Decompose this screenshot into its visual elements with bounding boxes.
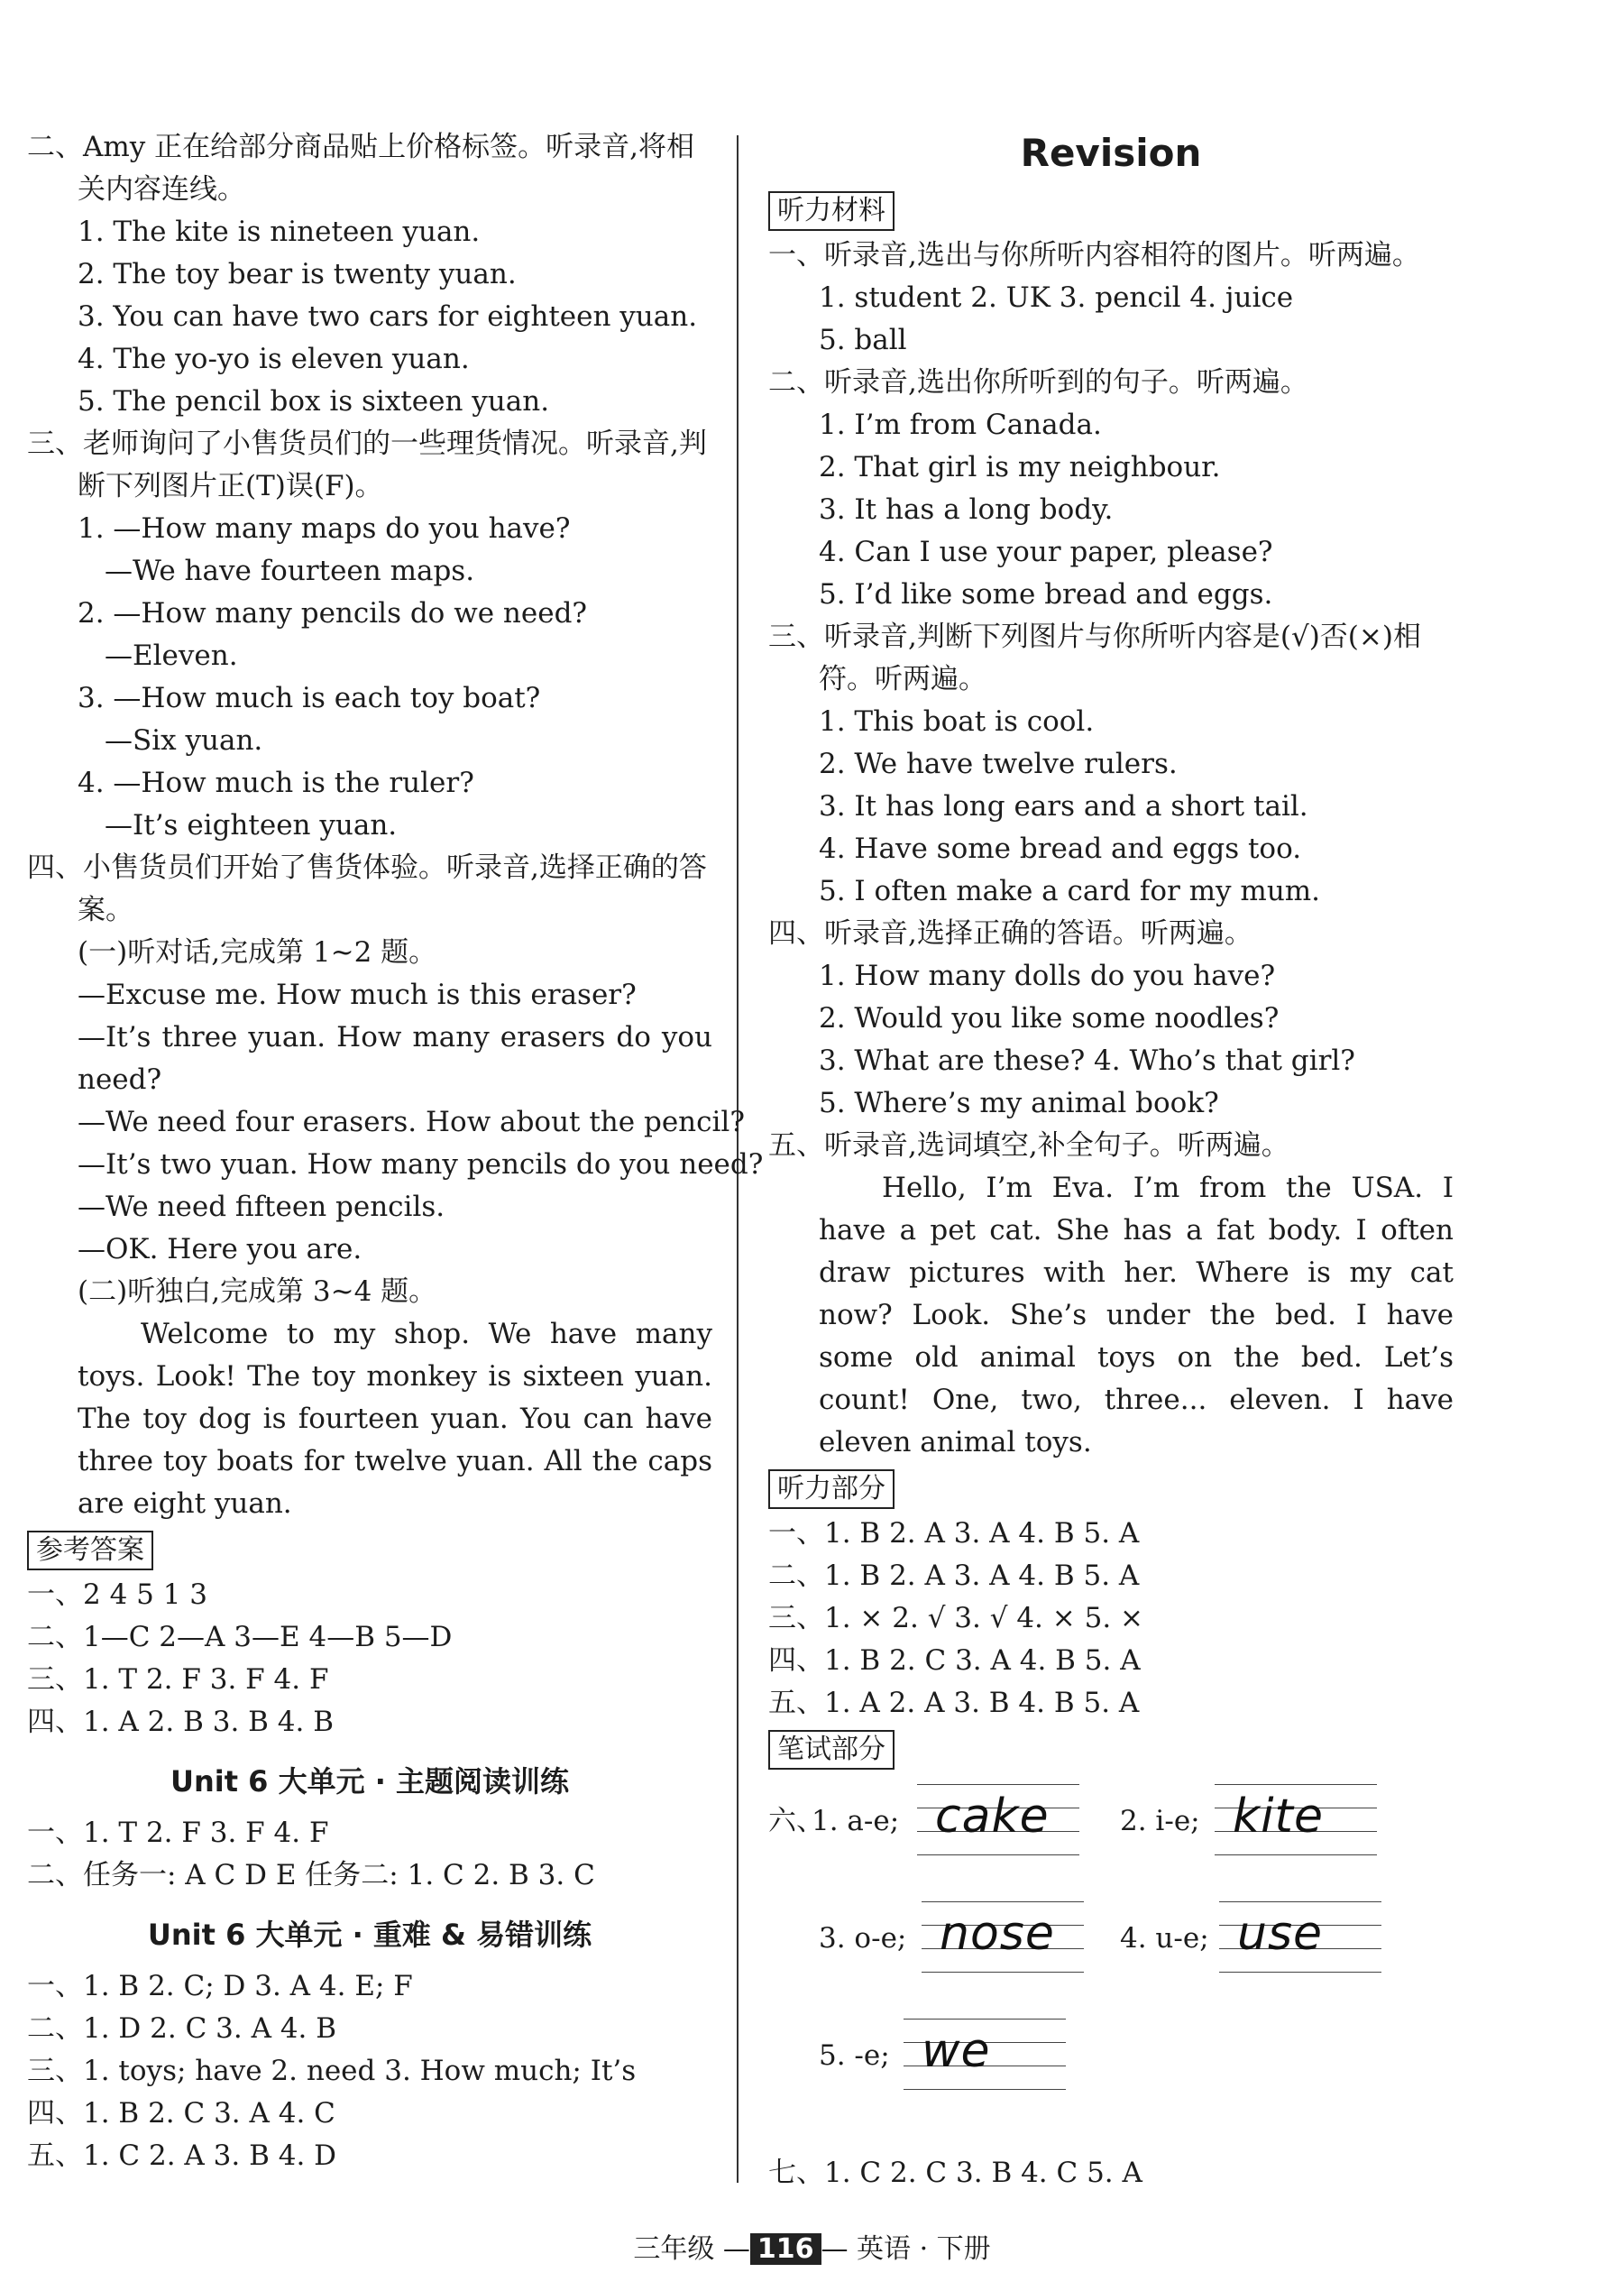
section-5-heading: 五、听录音,选词填空,补全句子。听两遍。: [768, 1129, 1289, 1162]
list-item: 2. The toy bear is twenty yuan.: [78, 258, 517, 290]
dialog-answer: —Eleven.: [105, 639, 238, 672]
monologue: Welcome to my shop. We have many toys. Look! The toy monkey is sixteen yuan. The toy dog is fourteen yuan. You can have three toy boats for twelve yuan. All the caps are eight yuan.: [78, 1318, 712, 1520]
dialog-line: —We need fifteen pencils.: [78, 1191, 445, 1223]
dialog-question: 2. —How many pencils do we need?: [78, 597, 588, 630]
page-title: Revision: [1020, 131, 1202, 175]
section-6-prefix: 六、: [768, 1805, 824, 1837]
answer-row: 三、1. × 2. √ 3. √ 4. × 5. ×: [768, 1602, 1144, 1634]
handwritten-word: nose: [940, 1907, 1055, 1961]
list-item: 3. You can have two cars for eighteen yuan.: [78, 300, 698, 333]
dialog-line: —We need four erasers. How about the pencil?: [78, 1106, 745, 1138]
section-4-heading: 四、听录音,选择正确的答语。听两遍。: [768, 917, 1252, 950]
guide-line: [922, 1901, 1084, 1902]
list-item: 5. I’d like some bread and eggs.: [819, 578, 1273, 611]
unit-reading-title: Unit 6 大单元 · 主题阅读训练: [170, 1764, 570, 1799]
writing-box: [904, 2019, 1066, 2091]
dialog-line: —It’s two yuan. How many pencils do you need?: [78, 1148, 764, 1181]
answer-row: 二、1—C 2—A 3—E 4—B 5—D: [27, 1621, 453, 1653]
answer-row: 四、1. B 2. C 3. A 4. C: [27, 2097, 335, 2130]
dialog-line: —It’s three yuan. How many erasers do you need?: [78, 1021, 712, 1096]
list-item: 5. I often make a card for my mum.: [819, 875, 1321, 907]
written-label: 笔试部分: [768, 1730, 895, 1770]
guide-line: [917, 1784, 1079, 1785]
list-item: 4. Have some bread and eggs too.: [819, 833, 1302, 865]
writing-row-2: [768, 1907, 1454, 2035]
page-number: 116: [750, 2233, 821, 2265]
page-footer: [0, 2226, 1624, 2266]
section-4-heading: 四、小售货员们开始了售货体验。听录音,选择正确的答案。: [27, 851, 707, 926]
answer-row: 一、2 4 5 1 3: [27, 1578, 208, 1611]
list-item: 1. How many dolls do you have?: [819, 960, 1276, 992]
answer-row: 四、1. B 2. C 3. A 4. B 5. A: [768, 1644, 1141, 1677]
writing-label: 5. -e;: [819, 2039, 890, 2072]
section-2-heading: 二、Amy 正在给部分商品贴上价格标签。听录音,将相关内容连线。: [27, 131, 695, 206]
guide-line: [904, 2019, 1066, 2020]
dialog-answer: —We have fourteen maps.: [105, 555, 475, 587]
part-1-label: (一)听对话,完成第 1~2 题。: [78, 936, 437, 969]
dialog-question: 4. —How much is the ruler?: [78, 767, 474, 799]
section-1-heading: 一、听录音,选出与你所听内容相符的图片。听两遍。: [768, 239, 1420, 271]
answer-row: 三、1. T 2. F 3. F 4. F: [27, 1663, 329, 1696]
guide-line: [917, 1854, 1079, 1855]
guide-line: [1215, 1854, 1377, 1855]
list-item: 4. The yo-yo is eleven yuan.: [78, 343, 470, 375]
handwritten-word: cake: [935, 1790, 1050, 1844]
writing-box: [1215, 1784, 1377, 1856]
dialog-answer: —Six yuan.: [105, 724, 263, 757]
list-item: 1. I’m from Canada.: [819, 409, 1102, 441]
dialog-question: 1. —How many maps do you have?: [78, 512, 571, 545]
dialog-line: —OK. Here you are.: [78, 1233, 362, 1265]
answer-row: 二、任务一: A C D E 任务二: 1. C 2. B 3. C: [27, 1859, 595, 1891]
writing-box: [917, 1784, 1079, 1856]
list-item: 2. That girl is my neighbour.: [819, 451, 1221, 483]
right-column: [768, 126, 1454, 2194]
guide-line: [922, 1972, 1084, 1973]
answers-label: 参考答案: [27, 1531, 153, 1570]
writing-label: 4. u-e;: [1120, 1922, 1209, 1955]
dialog-line: —Excuse me. How much is this eraser?: [78, 979, 637, 1011]
handwritten-word: we: [922, 2024, 991, 2078]
footer-subject: — 英语 · 下册: [821, 2233, 991, 2265]
answer-row: 三、1. toys; have 2. need 3. How much; It’s: [27, 2055, 637, 2087]
list-item: 1. student 2. UK 3. pencil 4. juice: [819, 281, 1294, 314]
listening-label: 听力部分: [768, 1469, 895, 1509]
list-item: 1. This boat is cool.: [819, 705, 1095, 738]
handwritten-word: use: [1237, 1907, 1324, 1961]
answer-row: 一、1. B 2. A 3. A 4. B 5. A: [768, 1517, 1140, 1550]
answer-row: 五、1. A 2. A 3. B 4. B 5. A: [768, 1687, 1140, 1719]
section-3-heading: 三、听录音,判断下列图片与你所听内容是(√)否(×)相符。听两遍。: [768, 621, 1421, 695]
dialog-answer: —It’s eighteen yuan.: [105, 809, 398, 842]
list-item: 2. Would you like some noodles?: [819, 1002, 1280, 1035]
writing-row-3: [768, 2024, 1454, 2152]
section-7-answers: 七、1. C 2. C 3. B 4. C 5. A: [768, 2157, 1142, 2189]
part-2-label: (二)听独白,完成第 3~4 题。: [78, 1275, 437, 1308]
guide-line: [1215, 1784, 1377, 1785]
list-item: 5. The pencil box is sixteen yuan.: [78, 385, 550, 418]
list-item: 5. ball: [819, 324, 907, 356]
list-item: 3. It has a long body.: [819, 493, 1114, 526]
answer-row: 五、1. C 2. A 3. B 4. D: [27, 2139, 337, 2172]
writing-label: 3. o-e;: [819, 1922, 907, 1955]
material-label: 听力材料: [768, 191, 895, 231]
handwritten-word: kite: [1233, 1790, 1324, 1844]
unit-hard-title: Unit 6 大单元 · 重难 & 易错训练: [147, 1918, 592, 1952]
writing-row-1: [768, 1790, 1454, 1918]
answer-row: 一、1. B 2. C; D 3. A 4. E; F: [27, 1970, 413, 2002]
answer-row: 二、1. D 2. C 3. A 4. B: [27, 2012, 337, 2045]
list-item: 1. The kite is nineteen yuan.: [78, 216, 481, 248]
list-item: 3. What are these? 4. Who’s that girl?: [819, 1044, 1355, 1077]
list-item: 5. Where’s my animal book?: [819, 1087, 1219, 1119]
answer-row: 二、1. B 2. A 3. A 4. B 5. A: [768, 1560, 1140, 1592]
footer-grade: 三年级 —: [633, 2233, 750, 2265]
writing-label: 2. i-e;: [1120, 1805, 1200, 1837]
left-column: [27, 126, 764, 2177]
section-2-heading: 二、听录音,选出你所听到的句子。听两遍。: [768, 366, 1308, 399]
list-item: 3. It has long ears and a short tail.: [819, 790, 1308, 823]
answer-row: 一、1. T 2. F 3. F 4. F: [27, 1817, 329, 1849]
list-item: 4. Can I use your paper, please?: [819, 536, 1273, 568]
writing-box: [922, 1901, 1084, 1974]
guide-line: [1219, 1901, 1381, 1902]
section-3-heading: 三、老师询问了小售货员们的一些理货情况。听录音,判断下列图片正(T)误(F)。: [27, 428, 707, 502]
guide-line: [904, 2089, 1066, 2090]
writing-box: [1219, 1901, 1381, 1974]
guide-line: [1219, 1972, 1381, 1973]
writing-label: 1. a-e;: [812, 1805, 900, 1837]
answer-row: 四、1. A 2. B 3. B 4. B: [27, 1706, 335, 1738]
dialog-question: 3. —How much is each toy boat?: [78, 682, 541, 714]
passage: Hello, I’m Eva. I’m from the USA. I have a pet cat. She has a fat body. I often draw pictures with her. Where is my cat now? Look. She’s under the bed. I have some old animal toys on the bed. Let’s count! One, two, three... eleven. I have eleven animal toys.: [819, 1172, 1454, 1458]
list-item: 2. We have twelve rulers.: [819, 748, 1178, 780]
